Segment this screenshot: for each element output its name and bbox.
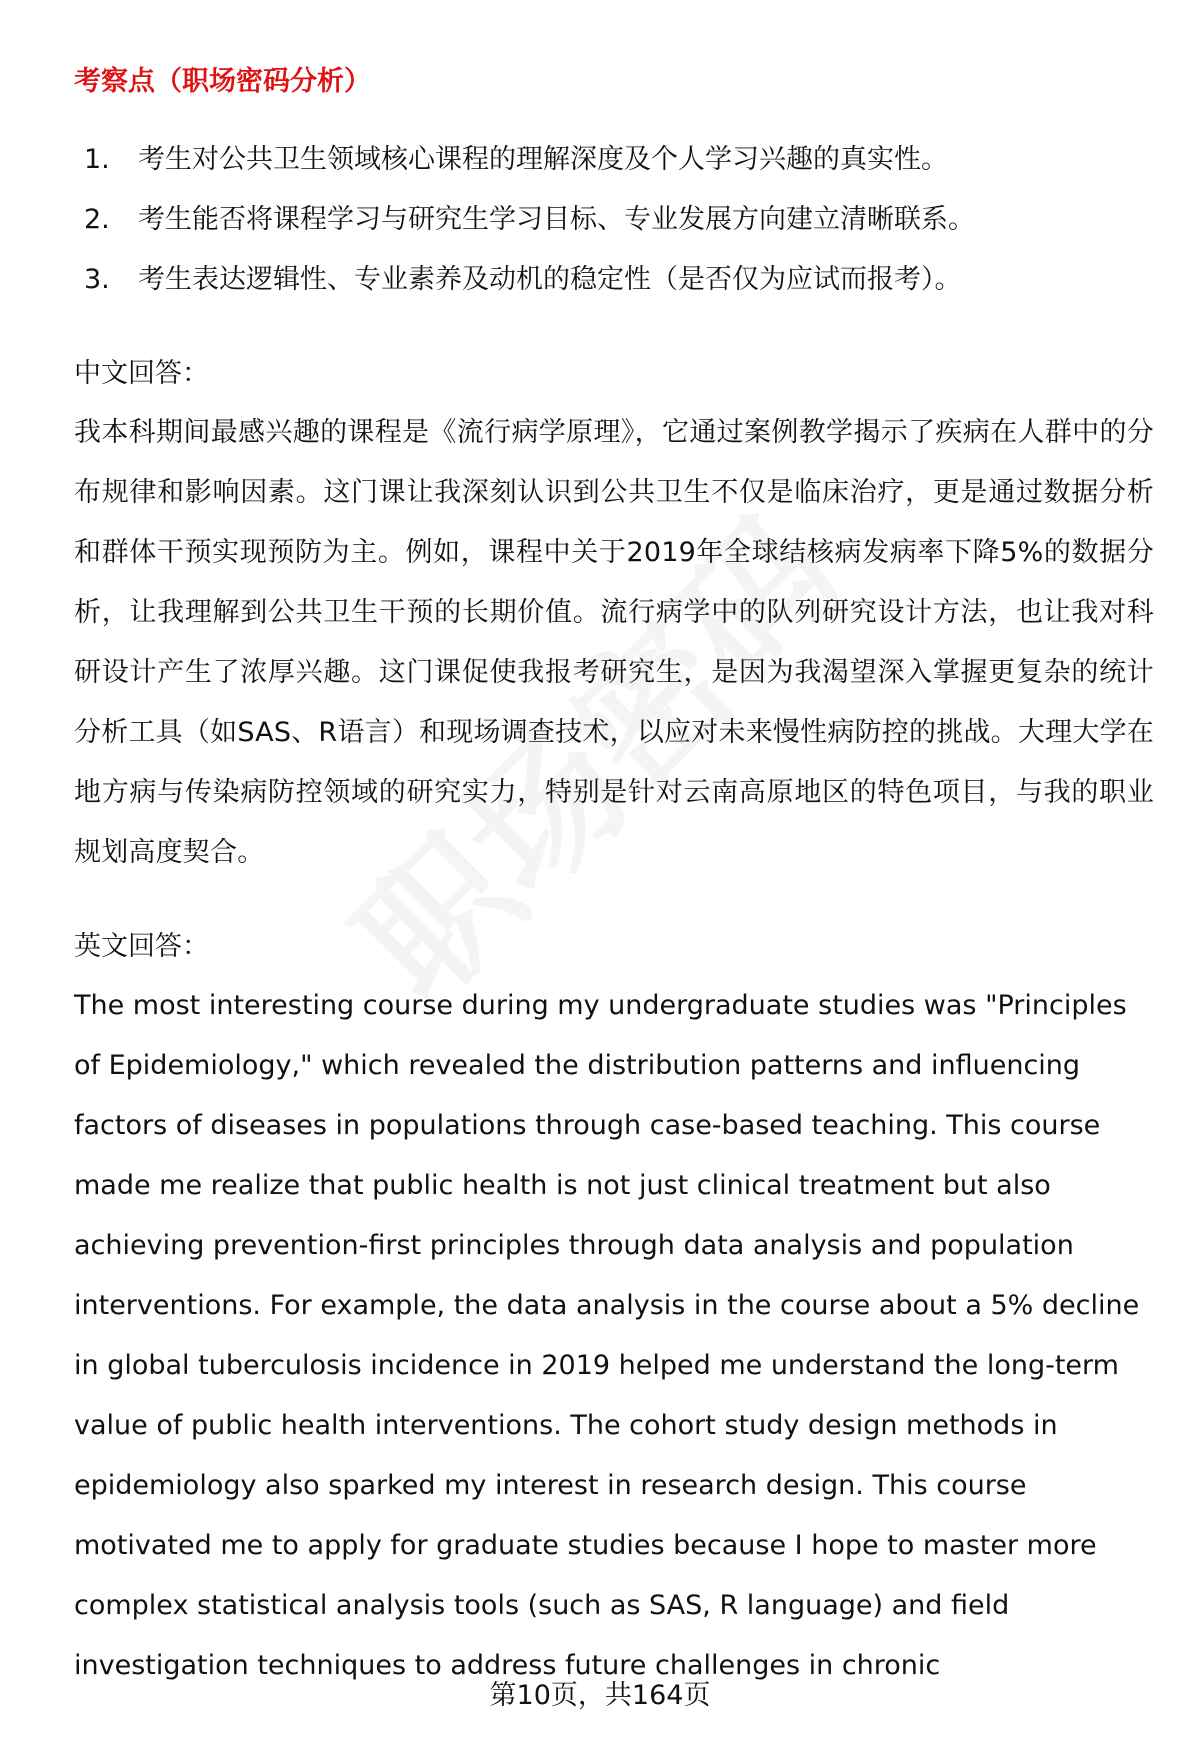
list-item-text: 考生能否将课程学习与研究生学习目标、专业发展方向建立清晰联系。	[138, 204, 975, 235]
english-answer-heading: 英文回答：	[74, 931, 209, 962]
exam-points-title: 考察点（职场密码分析）	[74, 66, 371, 97]
page-number: 第10页，共164页	[489, 1680, 711, 1711]
list-item	[74, 130, 1154, 190]
list-item	[74, 250, 1154, 310]
list-item-text: 考生对公共卫生领域核心课程的理解深度及个人学习兴趣的真实性。	[138, 144, 948, 175]
page-content	[74, 58, 1154, 1696]
chinese-answer-body: 我本科期间最感兴趣的课程是《流行病学原理》，它通过案例教学揭示了疾病在人群中的分布规律和影响因素。这门课让我深刻认识到公共卫生不仅是临床治疗，更是通过数据分析和群体干预实现预防为主。例如，课程中关于2019年全球结核病发病率下降5%的数据分析，让我理解到公共卫生干预的长期价值。流行病学中的队列研究设计方法，也让我对科研设计产生了浓厚兴趣。这门课促使我报考研究生，是因为我渴望深入掌握更复杂的统计分析工具（如SAS、R语言）和现场调查技术，以应对未来慢性病防控的挑战。大理大学在地方病与传染病防控领域的研究实力，特别是针对云南高原地区的特色项目，与我的职业规划高度契合。	[74, 417, 1154, 868]
list-item-text: 考生表达逻辑性、专业素养及动机的稳定性（是否仅为应试而报考）。	[138, 264, 962, 295]
english-answer-body: The most interesting course during my undergraduate studies was "Principles of Epidemiology," which revealed the distribution patterns and influencing factors of diseases in populations through case-based teaching. This course made me realize that public health is not just clinical treatment but also achieving prevention-first principles through data analysis and population interventions. For example, the data analysis in the course about a 5% decline in global tuberculosis incidence in 2019 helped me understand the long-term value of public health interventions. The cohort study design methods in epidemiology also sparked my interest in research design. This course motivated me to apply for graduate studies because I hope to master more complex statistical analysis tools (such as SAS, R language) and field investigation techniques to address future challenges in chronic	[74, 990, 1140, 1681]
list-item-number: 3.	[84, 264, 110, 295]
exam-points-list	[74, 130, 1154, 310]
chinese-answer-heading: 中文回答：	[74, 358, 209, 389]
list-item-number: 2.	[84, 204, 110, 235]
list-item	[74, 190, 1154, 250]
list-item-number: 1.	[84, 144, 110, 175]
